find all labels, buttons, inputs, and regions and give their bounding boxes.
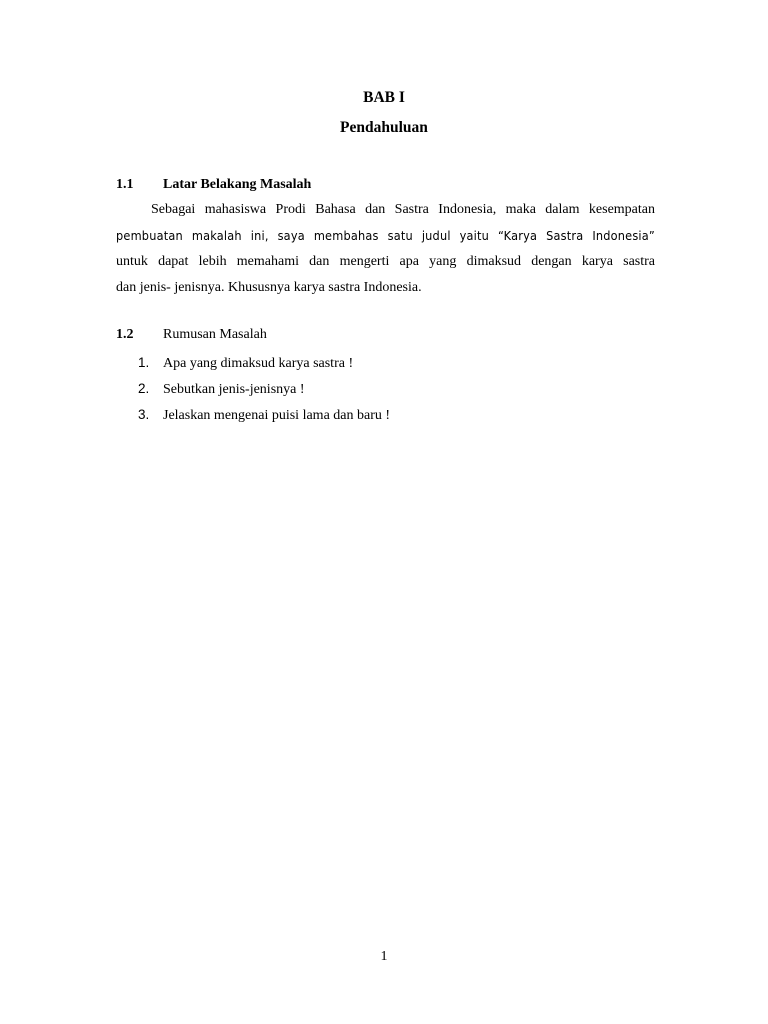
- list-marker: 1.: [138, 355, 150, 370]
- list-item: [138, 402, 390, 428]
- section-number: 1.2: [116, 327, 134, 342]
- chapter-number: BAB I: [363, 89, 405, 106]
- paragraph-line: Sebagai mahasiswa Prodi Bahasa dan Sastra Indonesia, maka dalam kesempatan: [151, 202, 655, 217]
- list-item: [138, 350, 390, 376]
- list-marker: 2.: [138, 381, 150, 396]
- list-item: [138, 376, 390, 402]
- list-item-text: Jelaskan mengenai puisi lama dan baru !: [163, 408, 391, 423]
- list-item-text: Apa yang dimaksud karya sastra !: [163, 356, 354, 371]
- section-title: Rumusan Masalah: [163, 327, 267, 342]
- list-marker: 3.: [138, 407, 150, 422]
- section-heading-rumusan-masalah: [116, 326, 267, 344]
- paragraph-line: dan jenis- jenisnya. Khususnya karya sastra Indonesia.: [116, 280, 422, 295]
- problem-list: [138, 350, 390, 428]
- paragraph-line: untuk dapat lebih memahami dan mengerti apa yang dimaksud dengan karya sastra: [116, 254, 655, 269]
- list-item-text: Sebutkan jenis-jenisnya !: [163, 382, 305, 397]
- background-paragraph: [116, 197, 655, 301]
- paragraph-line: pembuatan makalah ini, saya membahas satu judul yaitu “Karya Sastra Indonesia”: [116, 228, 655, 243]
- section-heading-latar-belakang: [116, 176, 311, 194]
- section-number: 1.1: [116, 177, 134, 192]
- page-number: 1: [380, 949, 388, 964]
- chapter-title: Pendahuluan: [340, 119, 428, 136]
- section-title: Latar Belakang Masalah: [163, 177, 312, 192]
